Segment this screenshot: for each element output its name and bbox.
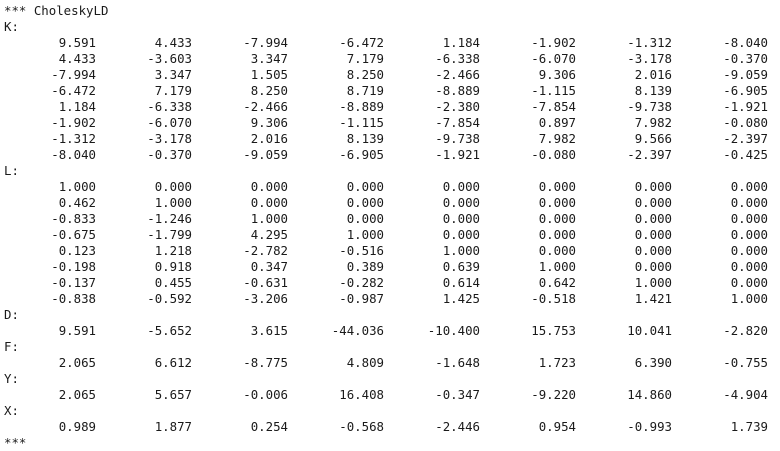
matrix-cell: 1.000	[634, 275, 672, 290]
matrix-cell: 0.000	[730, 195, 768, 210]
matrix-cell: -2.446	[435, 419, 480, 434]
matrix-cell: 0.989	[58, 419, 96, 434]
matrix-cell: 1.723	[538, 355, 576, 370]
matrix-cell: -7.854	[435, 115, 480, 130]
matrix-cell: 7.982	[538, 131, 576, 146]
matrix-cell: -8.889	[435, 83, 480, 98]
matrix-cell: -0.370	[723, 51, 768, 66]
matrix-cell: 4.295	[250, 227, 288, 242]
matrix-section	[4, 163, 776, 307]
matrix-row	[0, 291, 776, 307]
matrix-cell: -0.006	[243, 387, 288, 402]
matrix-cell: 0.000	[730, 227, 768, 242]
matrix-cell: 2.065	[58, 387, 96, 402]
matrix-cell: -0.833	[51, 211, 96, 226]
matrix-cell: -7.994	[243, 35, 288, 50]
matrix-cell: -4.904	[723, 387, 768, 402]
matrix-cell: 15.753	[531, 323, 576, 338]
matrix-cell: 0.000	[538, 179, 576, 194]
matrix-cell: -0.137	[51, 275, 96, 290]
matrix-cell: -1.921	[723, 99, 768, 114]
matrix-row	[0, 115, 776, 131]
matrix-cell: 3.347	[154, 67, 192, 82]
matrix-cell: 2.065	[58, 355, 96, 370]
matrix-cell: 0.000	[442, 227, 480, 242]
matrix-cell: 0.000	[634, 179, 672, 194]
matrix-row	[0, 67, 776, 83]
matrix-cell: 4.433	[154, 35, 192, 50]
matrix-cell: 3.615	[250, 323, 288, 338]
matrix-cell: -2.466	[243, 99, 288, 114]
matrix-row	[0, 35, 776, 51]
matrix-cell: 8.139	[346, 131, 384, 146]
matrix-cell: 0.000	[346, 211, 384, 226]
matrix-cell: 0.000	[442, 195, 480, 210]
matrix-cell: -3.603	[147, 51, 192, 66]
matrix-cell: 0.000	[730, 275, 768, 290]
matrix-cell: -1.902	[531, 35, 576, 50]
matrix-cell: 0.000	[538, 227, 576, 242]
matrix-cell: -1.312	[627, 35, 672, 50]
matrix-cell: 0.000	[442, 211, 480, 226]
matrix-section	[4, 403, 776, 435]
matrix-cell: 0.000	[538, 243, 576, 258]
matrix-cell: -8.040	[723, 35, 768, 50]
matrix-cell: 16.408	[339, 387, 384, 402]
matrix-cell: 14.860	[627, 387, 672, 402]
matrix-cell: 1.184	[442, 35, 480, 50]
matrix-cell: 0.000	[634, 195, 672, 210]
matrix-row	[0, 99, 776, 115]
matrix-cell: -6.905	[339, 147, 384, 162]
section-label: F:	[4, 339, 19, 354]
matrix-row	[0, 419, 776, 435]
matrix-section	[4, 371, 776, 403]
matrix-cell: 5.657	[154, 387, 192, 402]
matrix-cell: -6.472	[51, 83, 96, 98]
matrix-cell: -0.675	[51, 227, 96, 242]
matrix-cell: 9.591	[58, 323, 96, 338]
matrix-cell: 0.000	[250, 179, 288, 194]
matrix-row	[0, 147, 776, 163]
output-footer: ***	[4, 435, 27, 450]
matrix-cell: 1.421	[634, 291, 672, 306]
matrix-cell: 9.591	[58, 35, 96, 50]
matrix-cell: -8.889	[339, 99, 384, 114]
matrix-row	[0, 323, 776, 339]
matrix-cell: -0.755	[723, 355, 768, 370]
matrix-row	[0, 179, 776, 195]
matrix-cell: -9.738	[627, 99, 672, 114]
matrix-cell: -6.338	[435, 51, 480, 66]
matrix-row	[0, 259, 776, 275]
matrix-cell: 1.000	[346, 227, 384, 242]
section-label: L:	[4, 163, 19, 178]
matrix-cell: 0.389	[346, 259, 384, 274]
matrix-cell: -5.652	[147, 323, 192, 338]
matrix-cell: -1.799	[147, 227, 192, 242]
matrix-row	[0, 387, 776, 403]
matrix-cell: 8.719	[346, 83, 384, 98]
matrix-cell: -44.036	[331, 323, 384, 338]
matrix-cell: 0.462	[58, 195, 96, 210]
matrix-cell: 1.425	[442, 291, 480, 306]
matrix-cell: 0.123	[58, 243, 96, 258]
matrix-cell: 0.347	[250, 259, 288, 274]
matrix-cell: -6.070	[147, 115, 192, 130]
matrix-cell: 1.877	[154, 419, 192, 434]
matrix-cell: -2.820	[723, 323, 768, 338]
matrix-cell: -0.198	[51, 259, 96, 274]
matrix-cell: -3.206	[243, 291, 288, 306]
matrix-cell: 0.000	[730, 243, 768, 258]
matrix-section	[4, 307, 776, 339]
matrix-cell: 1.739	[730, 419, 768, 434]
matrix-cell: -0.568	[339, 419, 384, 434]
matrix-cell: 0.000	[730, 179, 768, 194]
console-output	[4, 3, 776, 451]
matrix-cell: 8.250	[346, 67, 384, 82]
matrix-section	[4, 19, 776, 163]
matrix-cell: 6.612	[154, 355, 192, 370]
matrix-cell: -0.987	[339, 291, 384, 306]
matrix-cell: -9.220	[531, 387, 576, 402]
matrix-cell: -1.115	[339, 115, 384, 130]
matrix-cell: -0.516	[339, 243, 384, 258]
matrix-cell: 1.218	[154, 243, 192, 258]
matrix-cell: 9.306	[250, 115, 288, 130]
matrix-cell: 8.139	[634, 83, 672, 98]
matrix-cell: 1.000	[730, 291, 768, 306]
matrix-cell: 0.000	[634, 211, 672, 226]
matrix-cell: 0.000	[346, 179, 384, 194]
matrix-cell: 2.016	[250, 131, 288, 146]
matrix-cell: -3.178	[627, 51, 672, 66]
matrix-cell: 1.184	[58, 99, 96, 114]
matrix-cell: -0.425	[723, 147, 768, 162]
matrix-cell: 0.954	[538, 419, 576, 434]
matrix-cell: -7.994	[51, 67, 96, 82]
matrix-row	[0, 355, 776, 371]
section-label: X:	[4, 403, 19, 418]
matrix-cell: 7.179	[154, 83, 192, 98]
matrix-cell: -0.518	[531, 291, 576, 306]
matrix-row	[0, 83, 776, 99]
matrix-cell: 0.000	[634, 259, 672, 274]
matrix-row	[0, 211, 776, 227]
matrix-cell: 2.016	[634, 67, 672, 82]
matrix-cell: 1.000	[154, 195, 192, 210]
matrix-cell: -0.838	[51, 291, 96, 306]
matrix-cell: -1.902	[51, 115, 96, 130]
matrix-cell: -6.905	[723, 83, 768, 98]
matrix-cell: -10.400	[427, 323, 480, 338]
matrix-cell: 0.000	[730, 259, 768, 274]
section-label: Y:	[4, 371, 19, 386]
matrix-cell: 1.000	[250, 211, 288, 226]
matrix-cell: 4.809	[346, 355, 384, 370]
matrix-cell: -0.347	[435, 387, 480, 402]
matrix-row	[0, 227, 776, 243]
matrix-cell: -2.397	[723, 131, 768, 146]
matrix-cell: 6.390	[634, 355, 672, 370]
output-header: *** CholeskyLD	[4, 3, 109, 18]
matrix-cell: 0.000	[538, 211, 576, 226]
matrix-cell: 1.000	[442, 243, 480, 258]
matrix-row	[0, 243, 776, 259]
matrix-cell: 7.179	[346, 51, 384, 66]
matrix-sections	[4, 19, 776, 435]
matrix-cell: -0.080	[723, 115, 768, 130]
matrix-cell: -1.115	[531, 83, 576, 98]
matrix-cell: -0.993	[627, 419, 672, 434]
matrix-cell: 0.897	[538, 115, 576, 130]
matrix-cell: -1.921	[435, 147, 480, 162]
matrix-cell: -6.472	[339, 35, 384, 50]
matrix-cell: 1.505	[250, 67, 288, 82]
matrix-cell: -0.370	[147, 147, 192, 162]
matrix-cell: 8.250	[250, 83, 288, 98]
matrix-cell: -1.312	[51, 131, 96, 146]
matrix-cell: 0.000	[634, 227, 672, 242]
matrix-cell: -0.631	[243, 275, 288, 290]
matrix-cell: -7.854	[531, 99, 576, 114]
matrix-cell: -3.178	[147, 131, 192, 146]
matrix-cell: 0.000	[442, 179, 480, 194]
matrix-row	[0, 195, 776, 211]
matrix-cell: 0.455	[154, 275, 192, 290]
matrix-cell: -9.738	[435, 131, 480, 146]
matrix-cell: 9.306	[538, 67, 576, 82]
matrix-cell: 0.000	[154, 179, 192, 194]
matrix-cell: -6.070	[531, 51, 576, 66]
matrix-cell: -0.282	[339, 275, 384, 290]
matrix-cell: -0.592	[147, 291, 192, 306]
matrix-cell: -6.338	[147, 99, 192, 114]
matrix-cell: 0.254	[250, 419, 288, 434]
matrix-cell: 10.041	[627, 323, 672, 338]
matrix-cell: 0.614	[442, 275, 480, 290]
matrix-cell: -2.782	[243, 243, 288, 258]
matrix-cell: 3.347	[250, 51, 288, 66]
matrix-cell: 0.642	[538, 275, 576, 290]
matrix-cell: -1.648	[435, 355, 480, 370]
matrix-cell: 0.639	[442, 259, 480, 274]
matrix-cell: 4.433	[58, 51, 96, 66]
matrix-cell: -9.059	[723, 67, 768, 82]
matrix-cell: 0.000	[730, 211, 768, 226]
matrix-cell: -2.466	[435, 67, 480, 82]
matrix-row	[0, 131, 776, 147]
matrix-cell: -8.040	[51, 147, 96, 162]
matrix-cell: 7.982	[634, 115, 672, 130]
matrix-cell: 9.566	[634, 131, 672, 146]
matrix-row	[0, 51, 776, 67]
section-label: D:	[4, 307, 19, 322]
matrix-cell: 0.000	[538, 195, 576, 210]
matrix-cell: -9.059	[243, 147, 288, 162]
matrix-cell: 1.000	[58, 179, 96, 194]
matrix-cell: -1.246	[147, 211, 192, 226]
matrix-cell: 0.000	[346, 195, 384, 210]
matrix-row	[0, 275, 776, 291]
matrix-cell: -0.080	[531, 147, 576, 162]
section-label: K:	[4, 19, 19, 34]
matrix-cell: 0.918	[154, 259, 192, 274]
matrix-cell: -2.380	[435, 99, 480, 114]
matrix-cell: 1.000	[538, 259, 576, 274]
matrix-cell: 0.000	[634, 243, 672, 258]
matrix-cell: -2.397	[627, 147, 672, 162]
matrix-cell: 0.000	[250, 195, 288, 210]
matrix-section	[4, 339, 776, 371]
matrix-cell: -8.775	[243, 355, 288, 370]
